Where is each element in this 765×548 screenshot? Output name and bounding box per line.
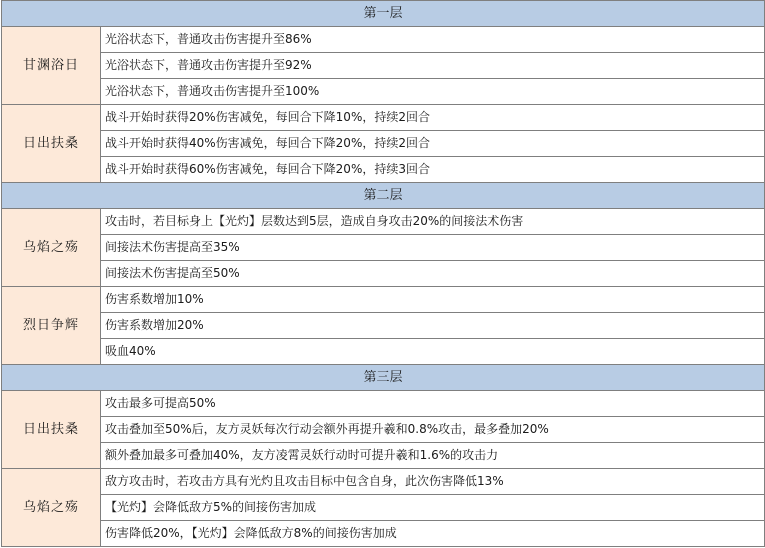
talent-table bbox=[1, 0, 765, 547]
skill-effect: 伤害降低20%，【光灼】会降低敌方8%的间接伤害加成 bbox=[101, 521, 765, 547]
tier-header-row bbox=[2, 365, 765, 391]
skill-effect: 光浴状态下，普通攻击伤害提升至86% bbox=[101, 27, 765, 53]
table-row bbox=[2, 131, 765, 157]
table-row bbox=[2, 339, 765, 365]
skill-effect: 攻击最多可提高50% bbox=[101, 391, 765, 417]
skill-name: 甘渊浴日 bbox=[2, 27, 101, 105]
skill-effect: 光浴状态下，普通攻击伤害提升至92% bbox=[101, 53, 765, 79]
table-row bbox=[2, 209, 765, 235]
skill-effect: 伤害系数增加10% bbox=[101, 287, 765, 313]
tier-title: 第一层 bbox=[2, 1, 765, 27]
skill-name: 乌焰之殇 bbox=[2, 469, 101, 547]
table-row bbox=[2, 417, 765, 443]
skill-effect: 敌方攻击时，若攻击方具有光灼且攻击目标中包含自身，此次伤害降低13% bbox=[101, 469, 765, 495]
table-row bbox=[2, 469, 765, 495]
tier-header-row bbox=[2, 183, 765, 209]
skill-effect: 伤害系数增加20% bbox=[101, 313, 765, 339]
table-row bbox=[2, 443, 765, 469]
table-row bbox=[2, 27, 765, 53]
table-row bbox=[2, 261, 765, 287]
table-row bbox=[2, 495, 765, 521]
table-row bbox=[2, 105, 765, 131]
skill-name: 烈日争辉 bbox=[2, 287, 101, 365]
skill-effect: 【光灼】会降低敌方5%的间接伤害加成 bbox=[101, 495, 765, 521]
tier-header-row bbox=[2, 1, 765, 27]
skill-effect: 战斗开始时获得40%伤害减免，每回合下降20%，持续2回合 bbox=[101, 131, 765, 157]
skill-name: 日出扶桑 bbox=[2, 105, 101, 183]
table-row bbox=[2, 313, 765, 339]
tier-title: 第三层 bbox=[2, 365, 765, 391]
skill-effect: 额外叠加最多可叠加40%，友方凌霄灵妖行动时可提升羲和1.6%的攻击力 bbox=[101, 443, 765, 469]
table-row bbox=[2, 79, 765, 105]
skill-name: 日出扶桑 bbox=[2, 391, 101, 469]
table-row bbox=[2, 391, 765, 417]
skill-effect: 战斗开始时获得60%伤害减免，每回合下降20%，持续3回合 bbox=[101, 157, 765, 183]
skill-effect: 间接法术伤害提高至50% bbox=[101, 261, 765, 287]
table-row bbox=[2, 53, 765, 79]
table-row bbox=[2, 157, 765, 183]
skill-name: 乌焰之殇 bbox=[2, 209, 101, 287]
skill-effect: 战斗开始时获得20%伤害减免，每回合下降10%，持续2回合 bbox=[101, 105, 765, 131]
skill-effect: 吸血40% bbox=[101, 339, 765, 365]
tier-title: 第二层 bbox=[2, 183, 765, 209]
skill-effect: 光浴状态下，普通攻击伤害提升至100% bbox=[101, 79, 765, 105]
table-row bbox=[2, 287, 765, 313]
table-row bbox=[2, 235, 765, 261]
skill-effect: 间接法术伤害提高至35% bbox=[101, 235, 765, 261]
skill-effect: 攻击时，若目标身上【光灼】层数达到5层，造成自身攻击20%的间接法术伤害 bbox=[101, 209, 765, 235]
table-row bbox=[2, 521, 765, 547]
skill-effect: 攻击叠加至50%后，友方灵妖每次行动会额外再提升羲和0.8%攻击，最多叠加20% bbox=[101, 417, 765, 443]
